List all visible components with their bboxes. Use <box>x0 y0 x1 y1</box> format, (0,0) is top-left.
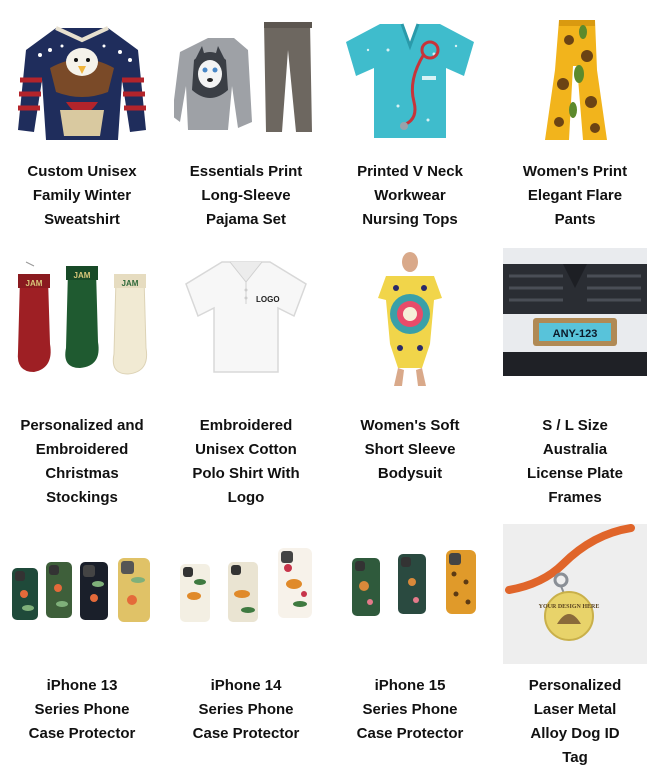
stocking-text: JAM <box>121 279 139 288</box>
product-title[interactable]: iPhone 15 Series Phone Case Protector <box>356 677 464 742</box>
tiger-phone-cases-image[interactable] <box>174 524 318 664</box>
product-title[interactable]: Custom Unisex Family Winter Sweatshirt <box>27 163 137 228</box>
product-title[interactable]: S / L Size Australia License Plate Frames <box>527 417 623 506</box>
stethoscope-scrub-top-image[interactable] <box>338 10 482 150</box>
product-title[interactable]: iPhone 13 Series Phone Case Protector <box>28 677 136 742</box>
product-card-iphone13[interactable] <box>0 520 164 773</box>
product-title[interactable]: Printed V Neck Workwear Nursing Tops <box>357 163 463 228</box>
stocking-text: JAM <box>25 279 43 288</box>
dog-id-tag-image[interactable] <box>503 524 647 664</box>
polo-logo-text: LOGO <box>256 295 280 304</box>
product-card-flare[interactable] <box>493 0 657 240</box>
dog-tag-text: YOUR DESIGN HERE <box>538 604 600 610</box>
product-title[interactable]: Personalized and Embroidered Christmas Stockings <box>20 417 144 506</box>
product-title[interactable]: Women's Soft Short Sleeve Bodysuit <box>360 417 460 482</box>
product-card-polo[interactable] <box>164 240 328 520</box>
product-card-dogtag[interactable] <box>493 520 657 773</box>
product-card-nursing[interactable] <box>328 0 492 240</box>
leopard-phone-cases-image[interactable] <box>338 524 482 664</box>
product-title[interactable]: Embroidered Unisex Cotton Polo Shirt With Logo <box>192 417 300 506</box>
white-polo-image[interactable] <box>174 248 318 388</box>
product-title[interactable]: iPhone 14 Series Phone Case Protector <box>192 677 300 742</box>
product-card-plate[interactable] <box>493 240 657 520</box>
product-card-bodysuit[interactable] <box>328 240 492 520</box>
sunflower-flare-pants-image[interactable] <box>503 10 647 150</box>
knit-stockings-image[interactable] <box>10 248 154 388</box>
husky-pajama-set-image[interactable] <box>174 10 318 150</box>
product-card-pajama[interactable] <box>164 0 328 240</box>
eagle-flag-sweatshirt-image[interactable] <box>10 10 154 150</box>
jungle-phone-cases-image[interactable] <box>10 524 154 664</box>
license-plate-frame-image[interactable] <box>503 248 647 388</box>
product-title[interactable]: Women's Print Elegant Flare Pants <box>522 163 628 228</box>
product-title[interactable]: Personalized Laser Metal Alloy Dog ID Tag <box>528 677 622 766</box>
product-card-sweatshirt[interactable] <box>0 0 164 240</box>
stocking-text: JAM <box>73 271 91 280</box>
product-card-iphone15[interactable] <box>328 520 492 773</box>
product-title[interactable]: Essentials Print Long-Sleeve Pajama Set <box>189 163 303 228</box>
product-card-iphone14[interactable] <box>164 520 328 773</box>
mandala-bodysuit-image[interactable] <box>338 248 482 388</box>
product-card-stockings[interactable] <box>0 240 164 520</box>
plate-text: ANY-123 <box>552 328 598 340</box>
